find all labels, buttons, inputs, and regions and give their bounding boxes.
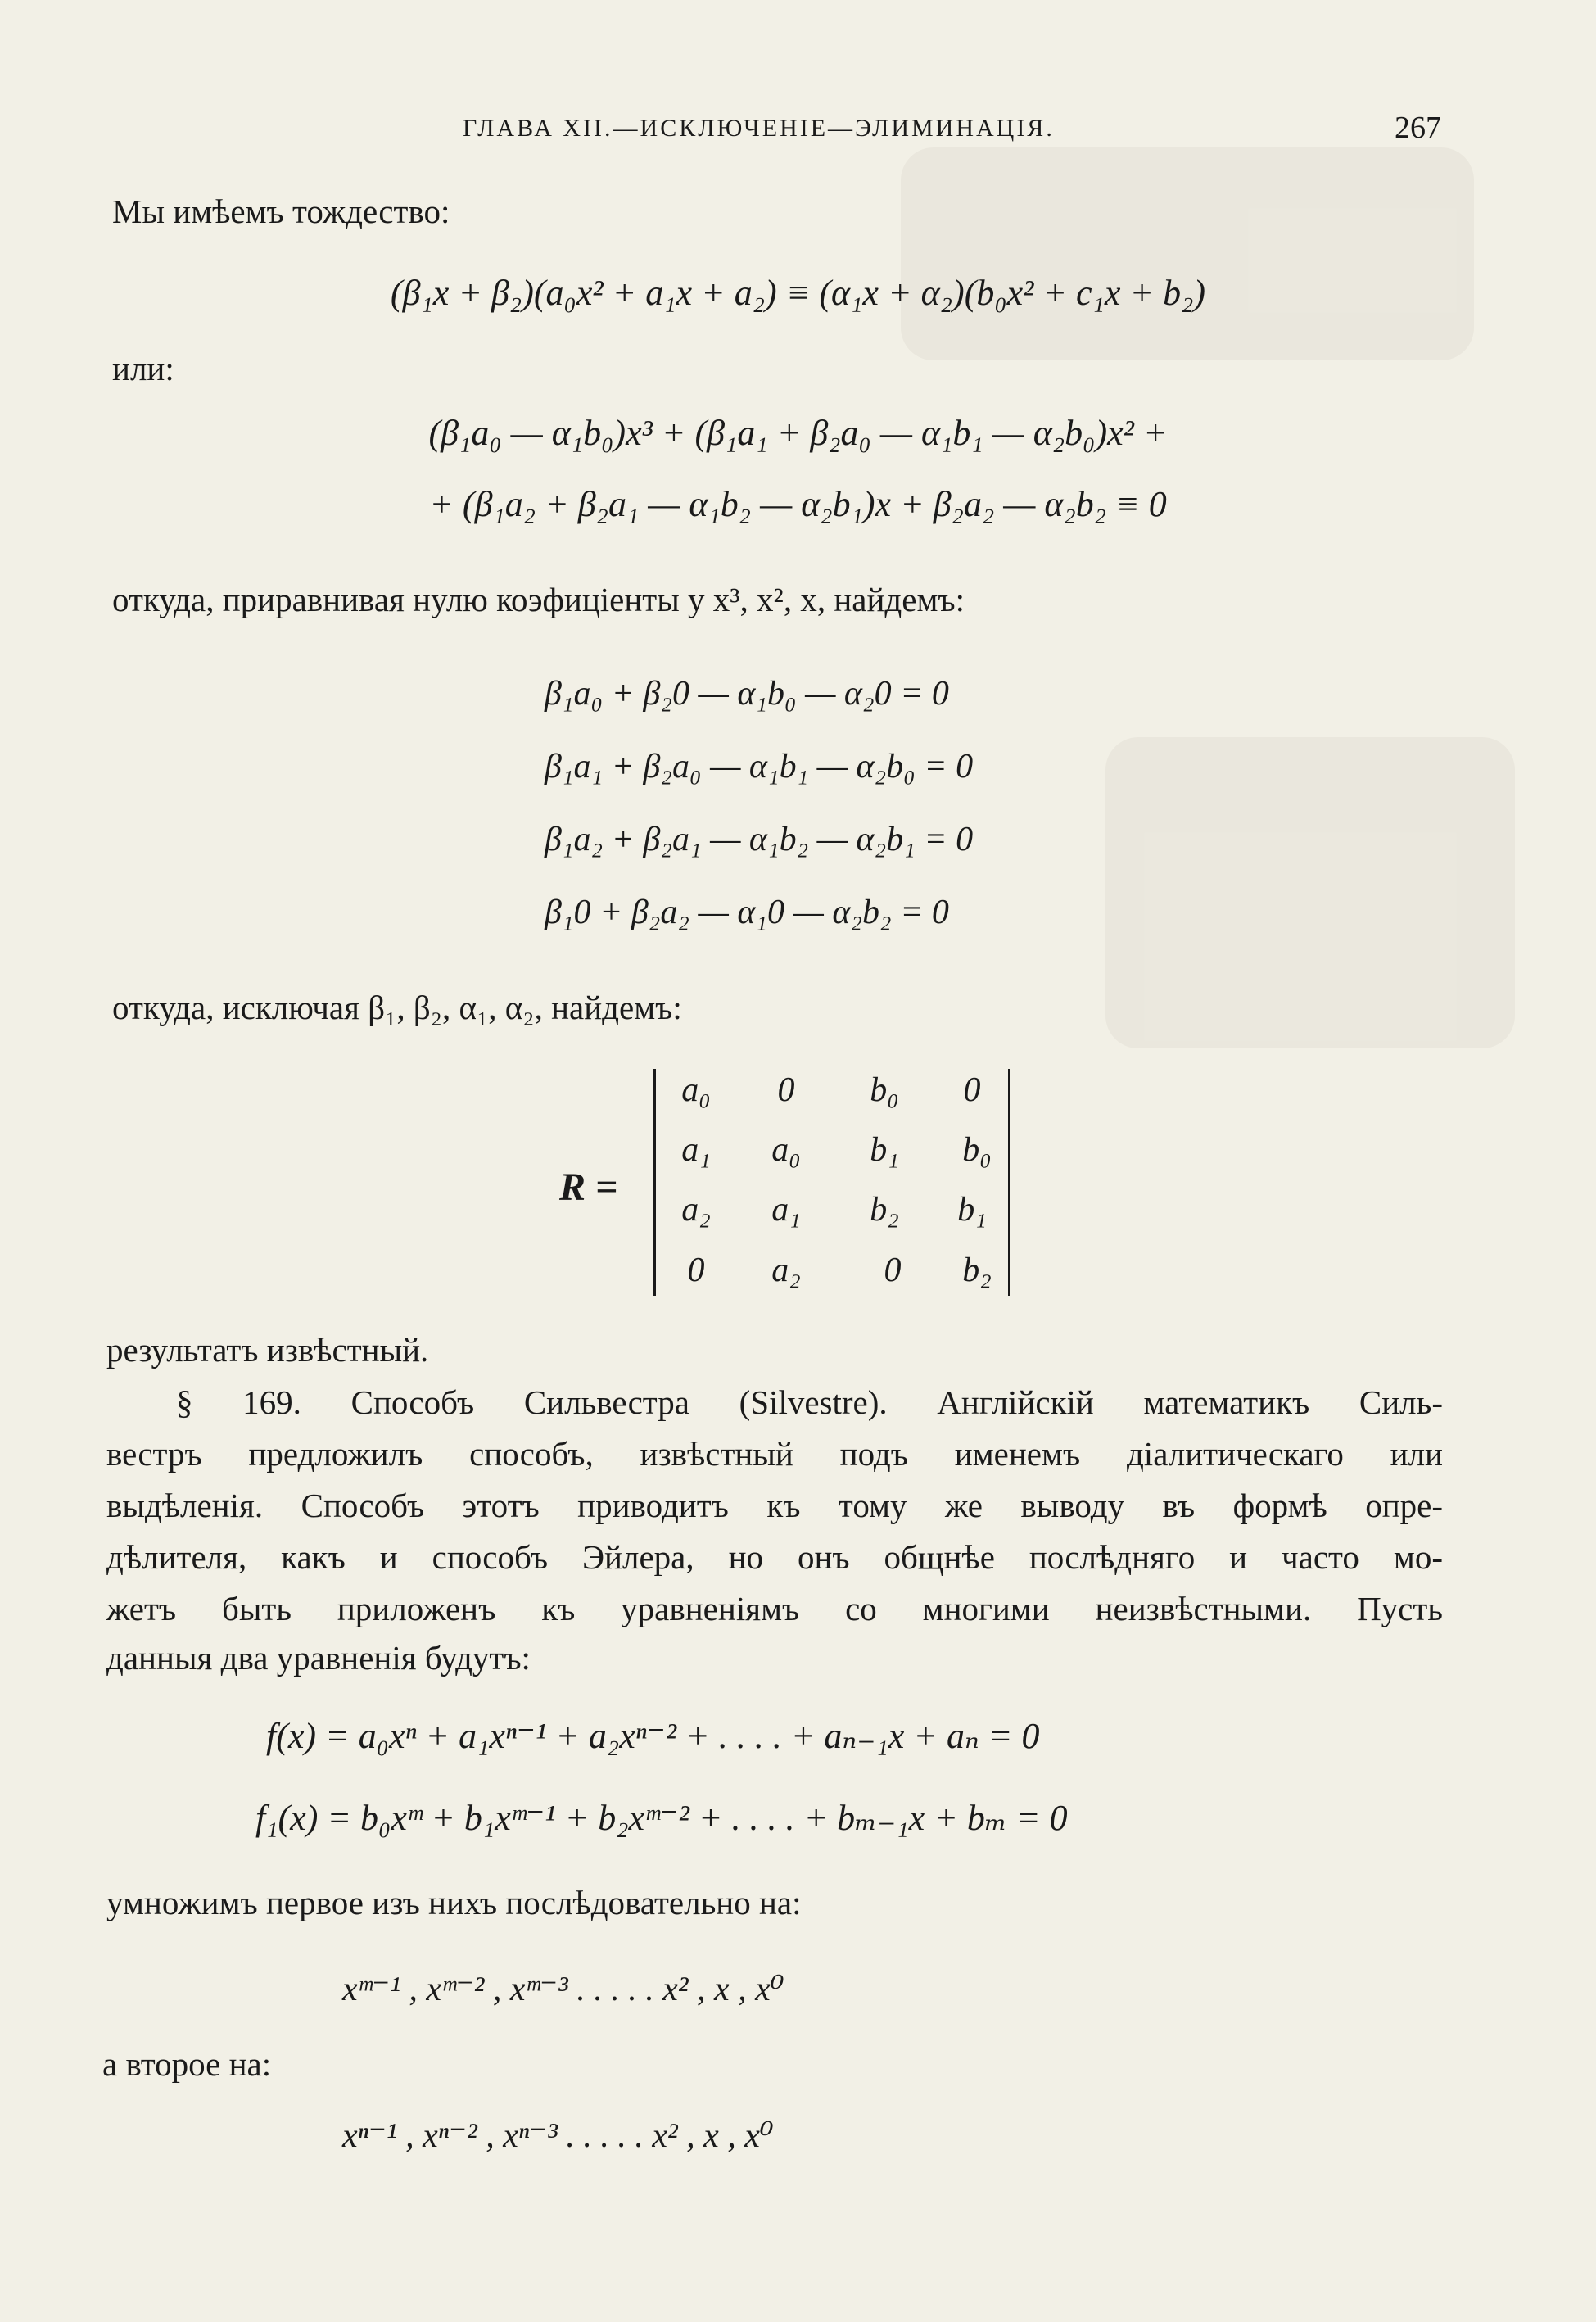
section-169-line-6: данныя два уравненія будутъ: [106, 1639, 531, 1677]
powers-of-x-n: xⁿ⁻¹ , xⁿ⁻² , xⁿ⁻³ . . . . . x² , x , x⁰ [342, 2117, 774, 2155]
det-cell: a₂ [681, 1191, 711, 1229]
system-equation-1: β₁a₀ + β₂0 — α₁b₀ — α₂0 = 0 [545, 675, 949, 713]
word-or: или: [112, 350, 174, 387]
det-cell: a₂ [771, 1252, 801, 1289]
det-cell: 0 [777, 1071, 795, 1109]
det-cell: b₁ [957, 1191, 987, 1229]
expanded-equation-line-2: + (β₁a₂ + β₂a₁ — α₁b₂ — α₂b₁)x + β₂a₂ — α₂b₂ ≡ 0 [429, 484, 1167, 524]
det-cell: b₂ [870, 1191, 899, 1229]
det-cell: 0 [884, 1252, 902, 1289]
det-cell: b₂ [962, 1252, 992, 1289]
section-169-line-1: § 169. Способъ Сильвестра (Silvestre). Англійскій математикъ Силь- [176, 1383, 1443, 1421]
det-cell: 0 [687, 1252, 705, 1289]
determinant-label: R = [559, 1166, 618, 1209]
intro-line: Мы имѣемъ тождество: [112, 192, 450, 230]
expanded-equation-line-1: (β₁a₀ — α₁b₀)x³ + (β₁a₁ + β₂a₀ — α₁b₁ — α₂b₀)x² + [428, 413, 1168, 453]
section-169-line-4: дѣлителя, какъ и способъ Эйлера, но онъ общнѣе послѣдняго и часто мо- [106, 1538, 1443, 1576]
multiply-line: умножимъ первое изъ нихъ послѣдовательно на: [106, 1884, 802, 1921]
paper-stain [901, 147, 1474, 360]
paper-stain [1105, 737, 1515, 1048]
det-cell: a₁ [681, 1131, 711, 1169]
det-cell: a₁ [771, 1191, 801, 1229]
equation-f: f(x) = a₀xⁿ + a₁xⁿ⁻¹ + a₂xⁿ⁻² + . . . . + aₙ₋₁x + aₙ = 0 [266, 1716, 1040, 1756]
result-line: результатъ извѣстный. [106, 1331, 429, 1369]
section-169-line-5: жетъ быть приложенъ къ уравненіямъ со многими неизвѣстными. Пусть [106, 1590, 1443, 1627]
system-equation-4: β₁0 + β₂a₂ — α₁0 — α₂b₂ = 0 [545, 894, 949, 931]
section-169-line-2: вестръ предложилъ способъ, извѣстный подъ именемъ діалитическаго или [106, 1435, 1443, 1473]
equation-f1: f₁(x) = b₀xᵐ + b₁xᵐ⁻¹ + b₂xᵐ⁻² + . . . . + bₘ₋₁x + bₘ = 0 [255, 1798, 1068, 1838]
identity-equation: (β₁x + β₂)(a₀x² + a₁x + a₂) ≡ (α₁x + α₂)(b₀x² + c₁x + b₂) [390, 273, 1206, 313]
det-cell: a₀ [681, 1071, 711, 1109]
system-equation-3: β₁a₂ + β₂a₁ — α₁b₂ — α₂b₁ = 0 [545, 821, 974, 858]
det-cell: b₀ [962, 1131, 992, 1169]
page-number: 267 [1395, 111, 1441, 145]
section-169-line-3: выдѣленія. Способъ этотъ приводитъ къ тому же выводу въ формѣ опре- [106, 1487, 1443, 1524]
second-line: а второе на: [102, 2045, 272, 2083]
eliminate-line: откуда, исключая β₁, β₂, α₁, α₂, найдемъ: [112, 989, 682, 1026]
det-cell: b₁ [870, 1131, 899, 1169]
det-cell: 0 [963, 1071, 981, 1109]
equate-coefficients-line: откуда, приравнивая нулю коэфиціенты у x³, x², x, найдемъ: [112, 581, 965, 618]
system-equation-2: β₁a₁ + β₂a₀ — α₁b₁ — α₂b₀ = 0 [545, 748, 974, 785]
det-cell: b₀ [870, 1071, 899, 1109]
det-cell: a₀ [771, 1131, 801, 1169]
running-header: ГЛАВА XII.—ИСКЛЮЧЕНІЕ—ЭЛИМИНАЦІЯ. [463, 115, 1055, 142]
powers-of-x-m: xᵐ⁻¹ , xᵐ⁻² , xᵐ⁻³ . . . . . x² , x , x⁰ [342, 1971, 784, 2008]
